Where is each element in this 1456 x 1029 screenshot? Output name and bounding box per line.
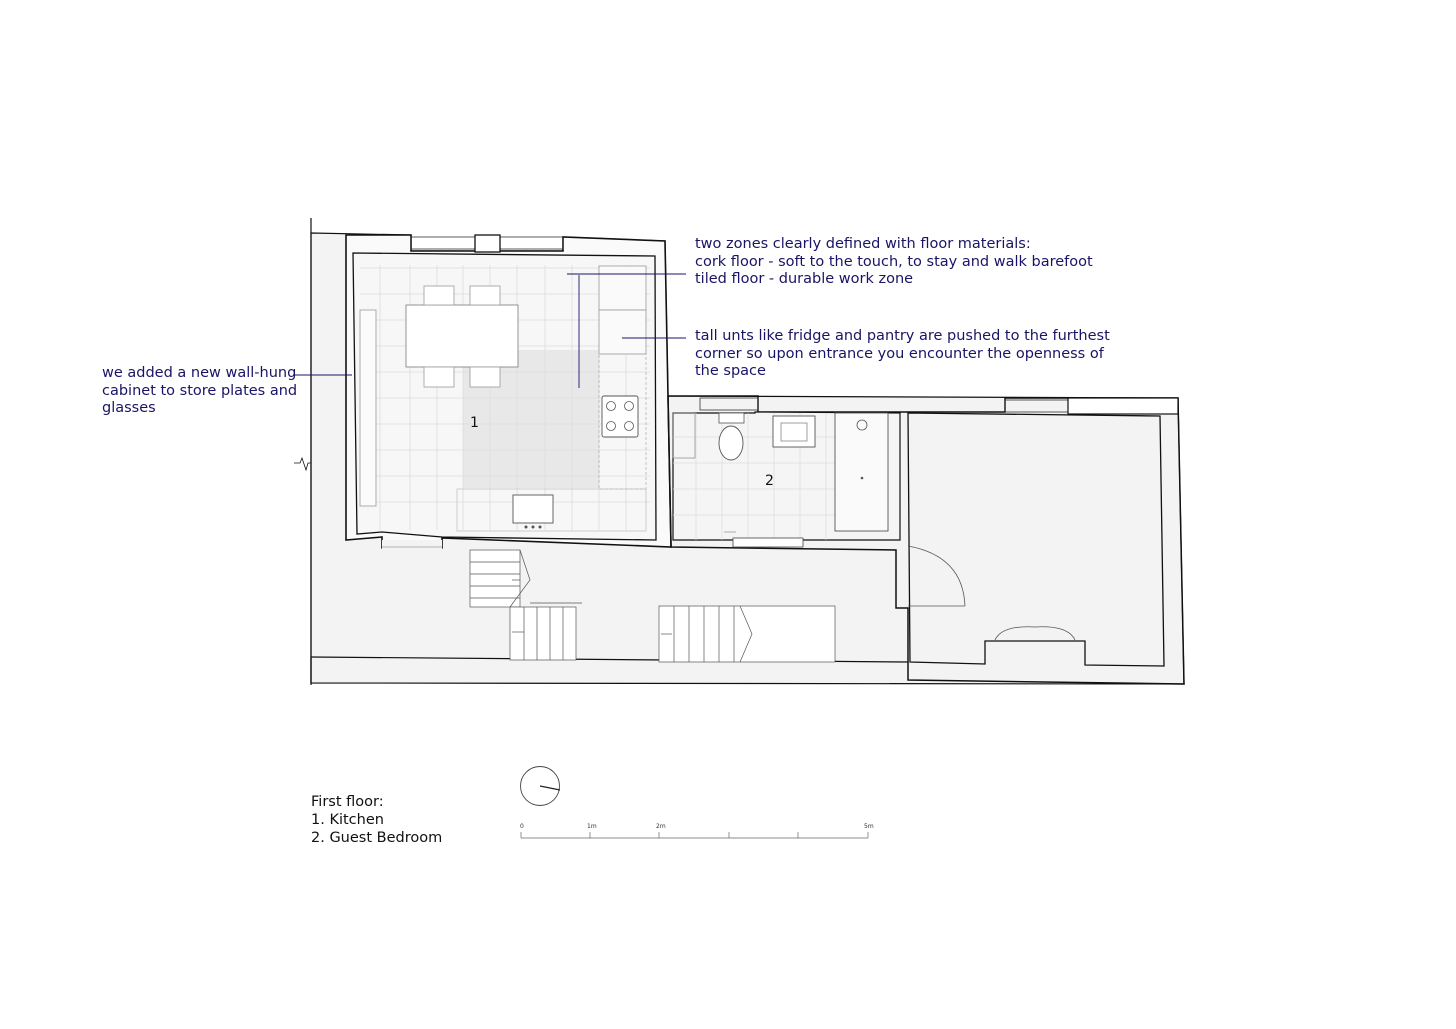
annotation-floor-zones [695, 236, 1093, 289]
annotation-line: two zones clearly defined with floor materials: [695, 236, 1031, 252]
bath-sink [773, 416, 815, 447]
scale-label: 5m [864, 823, 874, 830]
legend-item: 2. Guest Bedroom [311, 830, 443, 846]
annotation-line: cork floor - soft to the touch, to stay and walk barefoot [695, 253, 1093, 270]
kitchen-pier [475, 235, 500, 252]
kitchen-window-right [500, 237, 563, 249]
legend-item: 1. Kitchen [311, 812, 384, 828]
room-number-kitchen: 1 [470, 415, 479, 431]
wall-cabinet [360, 310, 376, 506]
toilet-bowl [719, 426, 743, 460]
room-number-bedroom: 2 [765, 473, 774, 489]
tall-unit-pantry [599, 310, 646, 354]
legend-title: First floor: [311, 794, 384, 810]
north-arrow [521, 767, 561, 806]
scale-label: 1m [587, 823, 597, 830]
kitchen-doorway [382, 540, 442, 549]
annotation-line: tiled floor - durable work zone [695, 271, 914, 287]
annotation-line: cabinet to store plates and [102, 382, 298, 399]
chair [424, 286, 454, 305]
bath-door [733, 538, 803, 547]
annotation-line: tall unts like fridge and pantry are pushed to the furthest [695, 328, 1110, 344]
tall-unit-fridge [599, 266, 646, 310]
chair [470, 286, 500, 305]
chair [470, 367, 500, 387]
legend [311, 793, 442, 847]
kitchen-room [346, 235, 671, 549]
annotation-tall-units [695, 328, 1110, 381]
chair [424, 367, 454, 387]
annotation-line: the space [695, 363, 766, 379]
scale-label: 0 [520, 823, 524, 830]
annotation-line: glasses [102, 400, 156, 416]
shower [835, 413, 888, 531]
scale-bar [521, 832, 868, 838]
kitchen-sink [513, 495, 553, 523]
pier-right [1068, 398, 1178, 414]
annotation-line: we added a new wall-hung [102, 365, 297, 381]
scale-label: 2m [656, 823, 666, 830]
dining-table [406, 305, 518, 367]
cooktop [602, 396, 638, 437]
toilet-tank [719, 413, 744, 423]
annotation-line: corner so upon entrance you encounter the openness of [695, 345, 1104, 362]
annotation-cabinet [102, 365, 297, 418]
kitchen-window-left [411, 237, 475, 249]
